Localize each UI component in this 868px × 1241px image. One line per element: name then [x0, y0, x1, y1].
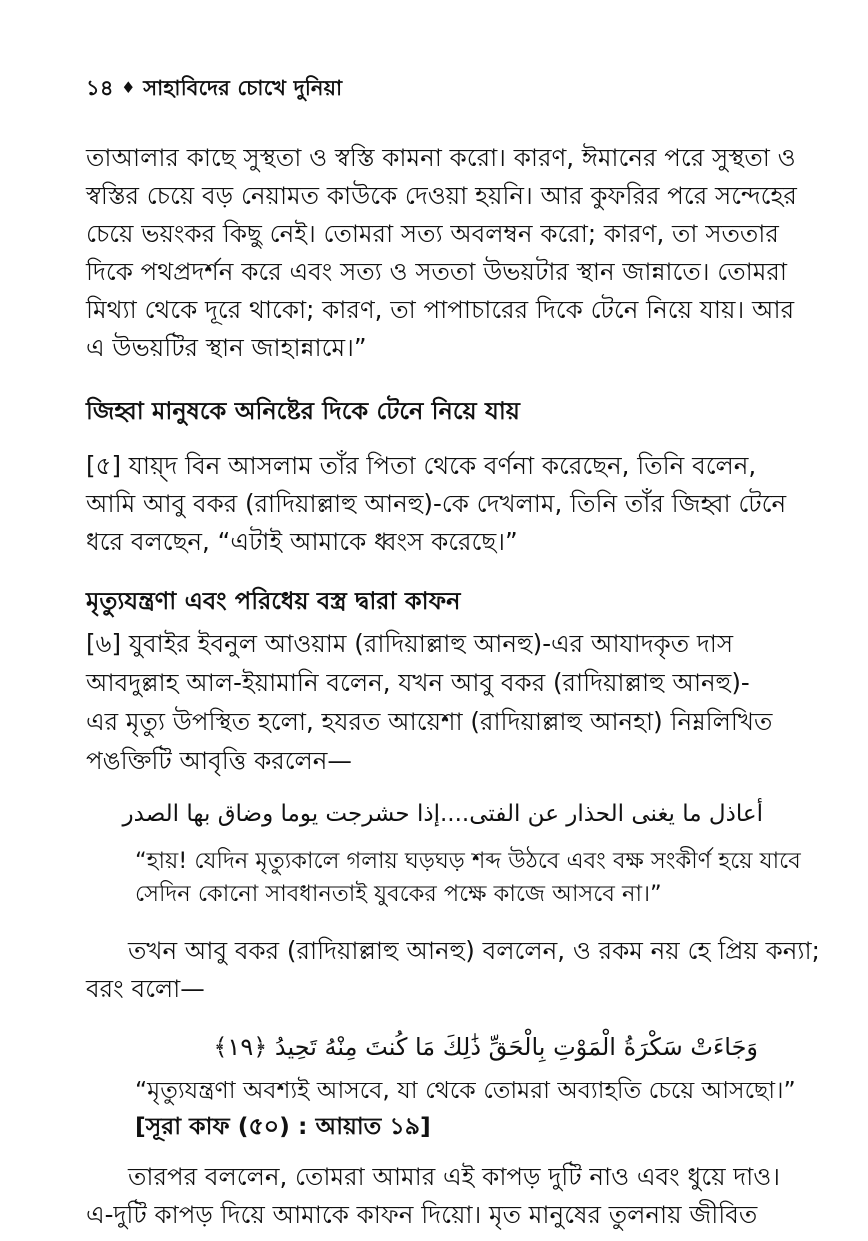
- quran-ayah-arabic: وَجَاءَتْ سَكْرَةُ الْمَوْتِ بِالْحَقِّ ذَٰلِكَ مَا كُنتَ مِنْهُ تَحِيدُ ﴿١٩﴾: [213, 1033, 758, 1061]
- verse-translation-line-2: সেদিন কোনো সাবধানতাই যুবকের পক্ষে কাজে আসবে না।”: [135, 881, 662, 907]
- section2-line-3: এর মৃত্যু উপস্থিত হলো, হযরত আয়েশা (রাদিয়াল্লাহু আনহা) নিম্নলিখিত: [86, 707, 773, 736]
- quran-reference: [সূরা কাফ (৫০) : আয়াত ১৯]: [135, 1112, 431, 1140]
- section2-line-4: পঙক্তিটি আবৃত্তি করলেন—: [86, 746, 352, 775]
- running-header: [86, 72, 342, 107]
- intro-line-3: চেয়ে ভয়ংকর কিছু নেই। তোমরা সত্য অবলম্বন করো; কারণ, তা সততার: [86, 219, 779, 248]
- arabic-verse: أعاذل ما يغنى الحذار عن الفتى....إذا حشرجت يوما وضاق بها الصدر: [122, 801, 763, 827]
- diamond-separator-icon: ♦: [121, 78, 136, 97]
- closing-line-1: তারপর বললেন, তোমরা আমার এই কাপড় দুটি নাও এবং ধুয়ে দাও।: [128, 1162, 781, 1191]
- section1-line-3: ধরে বলছেন, “এটাই আমাকে ধ্বংস করেছে।”: [86, 527, 518, 556]
- intro-line-6: এ উভয়টির স্থান জাহান্নামে।”: [86, 333, 367, 362]
- intro-line-4: দিকে পথপ্রদর্শন করে এবং সত্য ও সততা উভয়টার স্থান জান্নাতে। তোমরা: [86, 257, 787, 286]
- section1-line-1: [৫] যায়্দ বিন আসলাম তাঁর পিতা থেকে বর্ণনা করেছেন, তিনি বলেন,: [86, 451, 757, 480]
- page-number: ১৪: [86, 76, 114, 100]
- intro-line-5: মিথ্যা থেকে দূরে থাকো; কারণ, তা পাপাচারের দিকে টেনে নিয়ে যায়। আর: [86, 295, 795, 324]
- reply-line-2: বরং বলো—: [86, 974, 205, 1003]
- intro-line-1: তাআলার কাছে সুস্থতা ও স্বস্তি কামনা করো। কারণ, ঈমানের পরে সুস্থতা ও: [86, 143, 796, 172]
- book-title: সাহাবিদের চোখে দুনিয়া: [143, 76, 343, 100]
- section-heading-tongue: জিহ্বা মানুষকে অনিষ্টের দিকে টেনে নিয়ে যায়: [86, 397, 520, 425]
- closing-line-2: এ-দুটি কাপড় দিয়ে আমাকে কাফন দিয়ো। মৃত মানুষের তুলনায় জীবিত: [86, 1200, 758, 1229]
- reply-line-1: তখন আবু বকর (রাদিয়াল্লাহু আনহু) বললেন, ও রকম নয় হে প্রিয় কন্যা;: [128, 936, 820, 965]
- section-heading-death-shroud: মৃত্যুযন্ত্রণা এবং পরিধেয় বস্ত্র দ্বারা কাফন: [86, 587, 461, 615]
- quran-translation: “মৃত্যুযন্ত্রণা অবশ্যই আসবে, যা থেকে তোমরা অব্যাহতি চেয়ে আসছো।”: [135, 1076, 796, 1104]
- verse-translation-line-1: “হায়! যেদিন মৃত্যুকালে গলায় ঘড়ঘড় শব্দ উঠবে এবং বক্ষ সংকীর্ণ হয়ে যাবে: [135, 848, 801, 874]
- section2-line-1: [৬] যুবাইর ইবনুল আওয়াম (রাদিয়াল্লাহু আনহু)-এর আযাদকৃত দাস: [86, 629, 734, 658]
- intro-line-2: স্বস্তির চেয়ে বড় নেয়ামত কাউকে দেওয়া হয়নি। আর কুফরির পরে সন্দেহের: [86, 181, 797, 210]
- section1-line-2: আমি আবু বকর (রাদিয়াল্লাহু আনহু)-কে দেখলাম, তিনি তাঁর জিহ্বা টেনে: [86, 489, 787, 518]
- section2-line-2: আবদুল্লাহ আল-ইয়ামানি বলেন, যখন আবু বকর (রাদিয়াল্লাহু আনহু)-: [86, 668, 750, 697]
